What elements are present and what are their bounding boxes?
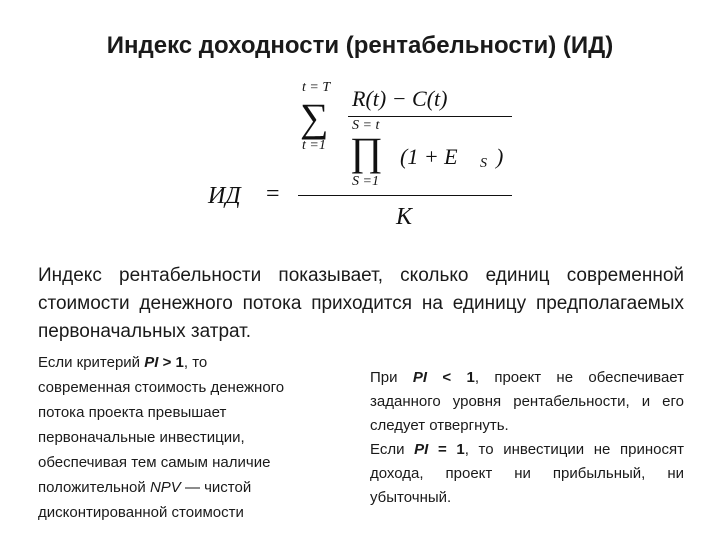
condition: = 1 xyxy=(428,441,465,458)
condition: > 1 xyxy=(158,354,184,371)
text: , проект не обеспечивает заданного уровня рентабельности, и его следует отвергнуть. xyxy=(370,369,684,434)
sum-symbol: ∑ xyxy=(300,95,329,140)
text: , то инвестиции не приносят дохода, проект ни прибыльный, ни убыточный. xyxy=(370,441,685,506)
text: Если критерий xyxy=(38,354,145,371)
product-lower-limit: S =1 xyxy=(352,174,379,189)
left-line-6 xyxy=(38,475,338,500)
text: , то xyxy=(183,354,208,371)
pi-formula xyxy=(200,78,530,238)
condition: < 1 xyxy=(427,369,475,386)
product-close: ) xyxy=(496,144,504,169)
slide-title: Индекс доходности (рентабельности) (ИД) xyxy=(106,32,614,59)
pi-term: PI xyxy=(144,354,159,371)
inner-fraction-bar xyxy=(348,116,512,117)
left-line-1 xyxy=(38,350,338,375)
product-symbol: ∏ xyxy=(350,129,383,174)
text: При xyxy=(370,369,413,386)
left-line-7: дисконтированной стоимости xyxy=(38,504,244,521)
sum-upper-limit: t = T xyxy=(302,80,331,95)
formula-equals: = xyxy=(266,181,280,207)
right-column-text xyxy=(370,366,684,510)
text: положительной xyxy=(38,479,150,496)
product-term: (1 + E xyxy=(400,144,458,169)
left-line-3: потока проекта превышает xyxy=(38,404,227,421)
formula-denominator: K xyxy=(396,204,413,230)
left-line-2: современная стоимость денежного xyxy=(38,379,285,396)
right-paragraph-2 xyxy=(370,438,684,510)
left-line-5: обеспечивая тем самым наличие xyxy=(38,454,271,471)
pi-term: PI xyxy=(414,441,429,458)
lead-paragraph: Индекс рентабельности показывает, сколько единиц современной стоимости денежного потока приходится на единицу предполагаемых первоначальных затрат. xyxy=(38,265,684,342)
text: — чистой xyxy=(180,479,252,496)
inner-numerator: R(t) − C(t) xyxy=(352,86,448,111)
product-subscript: S xyxy=(480,156,487,171)
main-fraction-bar xyxy=(298,195,512,196)
right-paragraph-1 xyxy=(370,366,684,438)
npv-term: NPV xyxy=(149,479,181,496)
text: Если xyxy=(370,441,415,458)
left-column-text xyxy=(38,350,338,525)
formula-lhs: ИД xyxy=(208,183,241,209)
left-line-4: первоначальные инвестиции, xyxy=(38,429,245,446)
product-upper-limit: S = t xyxy=(352,118,380,133)
sum-lower-limit: t =1 xyxy=(302,138,326,153)
pi-term: PI xyxy=(412,369,428,386)
